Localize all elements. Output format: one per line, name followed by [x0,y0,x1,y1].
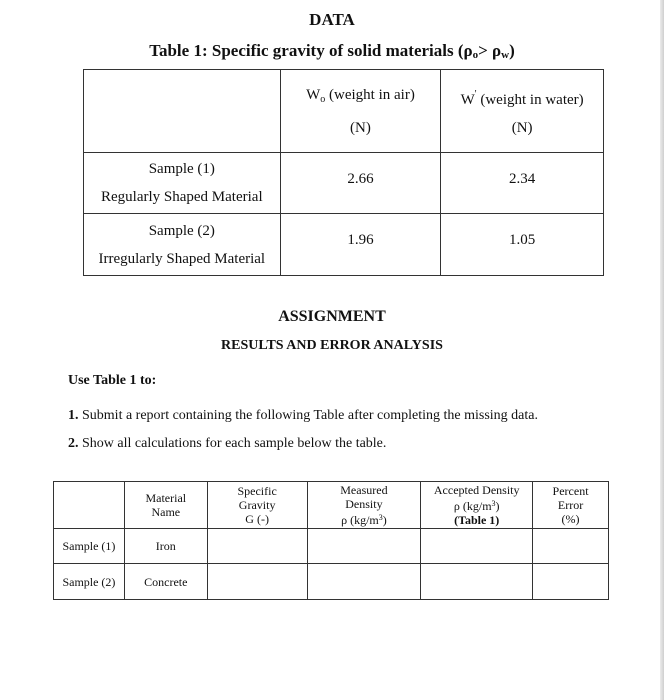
assignment-subtitle: RESULTS AND ERROR ANALYSIS [221,338,443,353]
table2 [53,481,609,600]
table1-w-water-cell: 1.05 [441,214,604,276]
table1-header-weight-water: W' (weight in water) (N) [441,70,604,153]
table1-w-water-cell: 2.34 [441,153,604,214]
table2-header-accepted-density: Accepted Density ρ $(kg/m^3)$ (Table 1) [421,482,533,529]
table1-caption [0,41,664,61]
table2-header-material: Material Name [124,482,207,529]
table2-header-specific-gravity: Specific Gravity G (-) [207,482,307,529]
table2-empty-cell [307,564,421,600]
table2-empty-cell [421,529,533,564]
table-row [84,153,604,214]
table1-header-weight-air-unit: (N) [350,119,371,136]
instruction-item-1: 1. Submit a report containing the following Table after completing the missing data. [68,408,538,423]
table2-empty-cell [207,564,307,600]
instruction-item-2: 2. Show all calculations for each sample below the table. [68,436,387,451]
table1-sample-cell: Sample (1) Regularly Shaped Material [84,153,281,214]
table-row [84,214,604,276]
table2-header-percent-error: Percent Error (%) [533,482,609,529]
table2-material-cell: Iron [124,529,207,564]
table-row [54,564,609,600]
table2-header-measured-density: Measured Density ρ $(kg/m^3)$ [307,482,421,529]
table1-caption-text: Table 1: Specific gravity of solid materials [149,41,454,60]
table1-w-air-cell: 2.66 [280,153,441,214]
assignment-title: ASSIGNMENT [278,308,386,325]
table-row [54,529,609,564]
table1-empty-header-cell [84,70,281,153]
table2-empty-cell [207,529,307,564]
table2-empty-cell [533,564,609,600]
table2-header-row [54,482,609,529]
table2-empty-cell [533,529,609,564]
table1 [83,69,604,276]
table2-empty-cell [307,529,421,564]
table1-sample-cell: Sample (2) Irregularly Shaped Material [84,214,281,276]
table2-empty-cell [421,564,533,600]
table1-header-weight-water-unit: (N) [511,119,533,136]
table2-sample-cell: Sample (2) [54,564,125,600]
table2-empty-header-cell [54,482,125,529]
use-table-line: Use Table 1 to: [68,373,157,388]
table2-material-cell: Concrete [124,564,207,600]
table1-header-row [84,70,604,153]
data-heading: DATA [309,10,355,29]
table1-w-air-cell: 1.96 [280,214,441,276]
table2-sample-cell: Sample (1) [54,529,125,564]
table1-condition: (ρo> ρw) [457,41,515,61]
table1-header-weight-air: $W_o$ (weight in air) (N) [280,70,441,153]
